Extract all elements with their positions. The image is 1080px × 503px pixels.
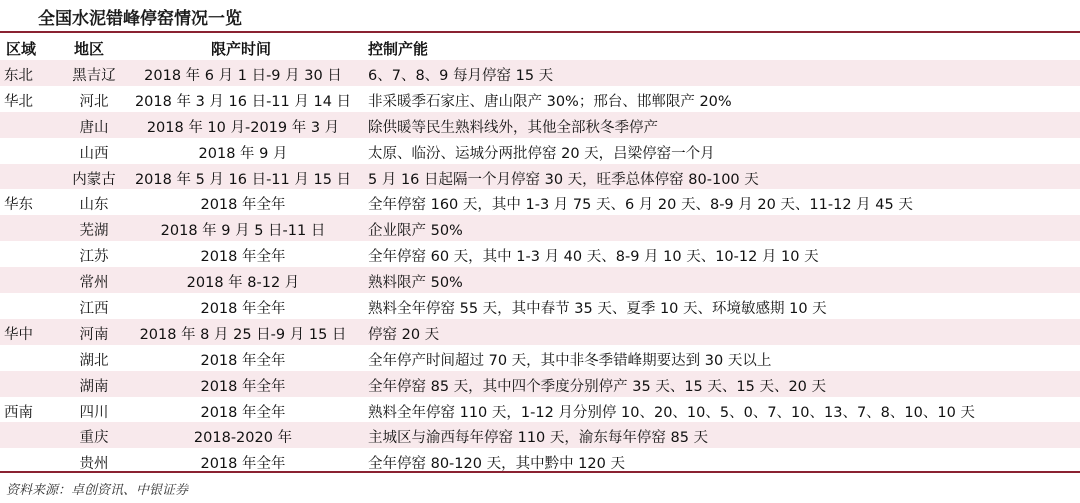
- cell-period: 2018-2020 年: [193, 430, 293, 447]
- cell-region: 西南: [4, 404, 33, 421]
- cell-region: 华中: [4, 326, 33, 343]
- table-row: [0, 397, 1080, 423]
- cell-period: 2018 年 6 月 1 日-9 月 30 日: [144, 68, 342, 84]
- table-row: [0, 371, 1080, 397]
- cell-capacity: 5 月 16 日起隔一个月停窑 30 天，旺季总体停窑 80-100 天: [368, 171, 759, 188]
- table-row: [0, 138, 1080, 164]
- cell-period: 2018 年全年: [200, 249, 286, 266]
- cell-area: 山东: [79, 197, 109, 214]
- cell-area: 江西: [79, 301, 109, 318]
- cell-capacity: 停窑 20 天: [368, 326, 440, 343]
- table-row: [0, 422, 1080, 448]
- table-header: [0, 34, 1080, 60]
- cell-capacity: 除供暖等民生熟料线外，其他全部秋冬季停产: [368, 119, 658, 136]
- cell-region: 华北: [4, 93, 33, 110]
- table-row: [0, 319, 1080, 345]
- cell-period: 2018 年全年: [200, 197, 286, 214]
- header-capacity: 控制产能: [368, 40, 429, 58]
- header-area: 地区: [74, 40, 105, 58]
- table-row: [0, 293, 1080, 319]
- cell-area: 内蒙古: [72, 171, 116, 188]
- cell-period: 2018 年全年: [200, 456, 286, 473]
- cell-area: 重庆: [79, 430, 109, 447]
- cell-region: 东北: [4, 68, 33, 84]
- table-row: [0, 164, 1080, 190]
- cell-period: 2018 年 8 月 25 日-9 月 15 日: [139, 326, 347, 343]
- table-row: [0, 189, 1080, 215]
- table-row: [0, 215, 1080, 241]
- bottom-rule: [0, 471, 1080, 473]
- cell-area: 湖北: [79, 352, 109, 369]
- cell-period: 2018 年 8-12 月: [186, 275, 300, 292]
- cell-period: 2018 年全年: [200, 352, 286, 369]
- cell-period: 2018 年全年: [200, 378, 286, 395]
- cell-area: 芜湖: [79, 223, 109, 240]
- cell-capacity: 全年停产时间超过 70 天，其中非冬季错峰期要达到 30 天以上: [368, 352, 772, 369]
- cell-area: 山西: [79, 145, 109, 162]
- top-rule: [0, 31, 1080, 33]
- cell-region: 华东: [4, 197, 33, 214]
- table-row: [0, 60, 1080, 86]
- table-row: [0, 86, 1080, 112]
- cell-area: 黑吉辽: [72, 68, 116, 84]
- cell-period: 2018 年 9 月 5 日-11 日: [160, 223, 326, 240]
- cell-period: 2018 年全年: [200, 404, 286, 421]
- cell-period: 2018 年 5 月 16 日-11 月 15 日: [134, 171, 352, 188]
- table-title: 全国水泥错峰停窑情况一览: [38, 9, 242, 29]
- cell-period: 2018 年 10 月-2019 年 3 月: [146, 119, 340, 136]
- cell-capacity: 企业限产 50%: [368, 223, 463, 240]
- cell-area: 四川: [79, 404, 109, 421]
- cell-capacity: 非采暖季石家庄、唐山限产 30%；邢台、邯郸限产 20%: [368, 93, 732, 110]
- cell-capacity: 全年停窑 80-120 天，其中黔中 120 天: [368, 456, 625, 473]
- cell-capacity: 全年停窑 85 天，其中四个季度分别停产 35 天、15 天、15 天、20 天: [368, 378, 827, 395]
- cell-area: 常州: [79, 275, 109, 292]
- cell-capacity: 主城区与渝西每年停窑 110 天，渝东每年停窑 85 天: [368, 430, 709, 447]
- cell-area: 河北: [79, 93, 109, 110]
- cell-capacity: 熟料限产 50%: [368, 275, 463, 292]
- cell-capacity: 熟料全年停窑 55 天，其中春节 35 天、夏季 10 天、环境敏感期 10 天: [368, 301, 827, 318]
- cell-area: 江苏: [79, 249, 109, 266]
- cell-period: 2018 年 9 月: [198, 145, 288, 162]
- cell-capacity: 6、7、8、9 每月停窑 15 天: [368, 68, 554, 84]
- table-row: [0, 241, 1080, 267]
- header-region: 区域: [6, 40, 37, 58]
- header-period: 限产时间: [211, 40, 272, 58]
- cell-area: 湖南: [79, 378, 109, 395]
- source-note: 资料来源：卓创资讯、中银证券: [6, 483, 189, 498]
- cell-area: 河南: [79, 326, 109, 343]
- cell-capacity: 全年停窑 60 天，其中 1-3 月 40 天、8-9 月 10 天、10-12 月 10 天: [368, 249, 819, 266]
- cell-capacity: 太原、临汾、运城分两批停窑 20 天，吕梁停窑一个月: [368, 145, 715, 162]
- cell-area: 唐山: [79, 119, 109, 136]
- cell-period: 2018 年全年: [200, 301, 286, 318]
- cell-capacity: 熟料全年停窑 110 天，1-12 月分别停 10、20、10、5、0、7、10、13、7、8、10、10 天: [368, 404, 975, 421]
- cell-period: 2018 年 3 月 16 日-11 月 14 日: [134, 93, 352, 110]
- table-row: [0, 267, 1080, 293]
- table-body: [0, 60, 1080, 474]
- cell-capacity: 全年停窑 160 天，其中 1-3 月 75 天、6 月 20 天、8-9 月 20 天、11-12 月 45 天: [368, 197, 913, 214]
- table-row: [0, 112, 1080, 138]
- cell-area: 贵州: [79, 456, 109, 473]
- table-row: [0, 345, 1080, 371]
